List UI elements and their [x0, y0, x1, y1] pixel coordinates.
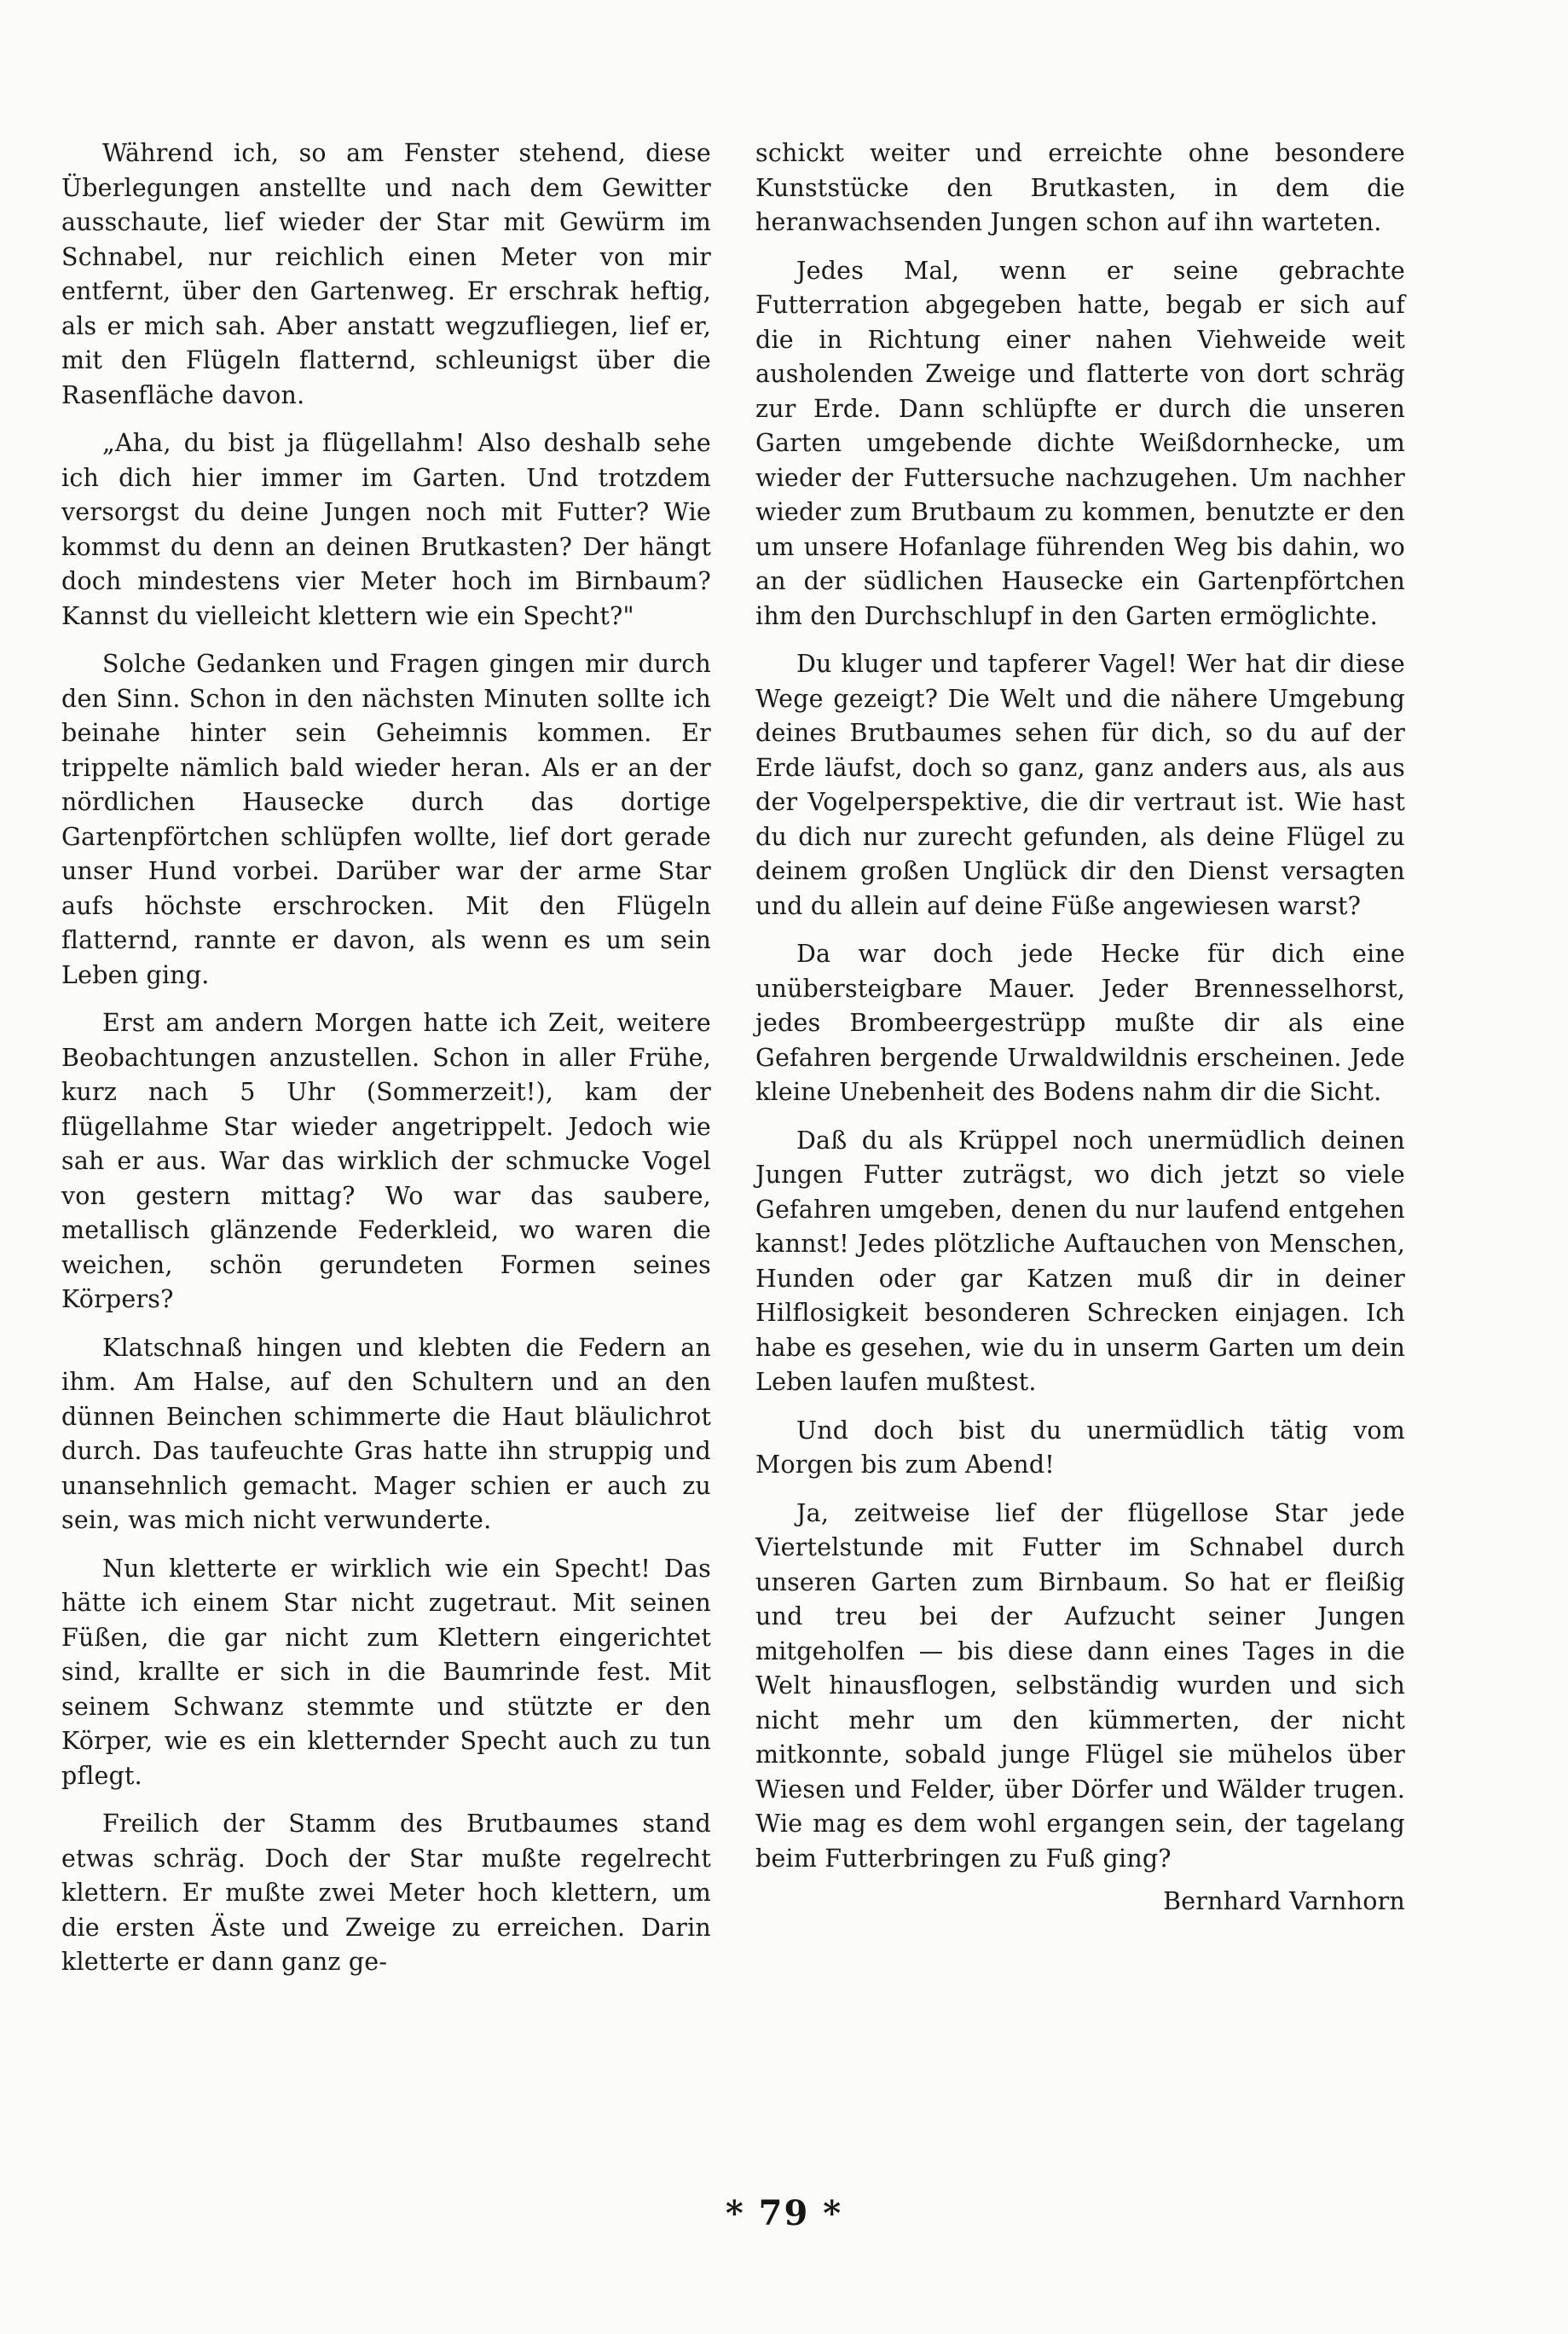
author-signature: Bernhard Varnhorn: [1163, 1887, 1405, 1915]
paragraph: Daß du als Krüppel noch unermüdlich deinen Jungen Futter zuträgst, wo dich jetzt so viele Gefahren umgeben, denen du nur laufend entgehen kannst! Jedes plötzliche Auftauchen von Menschen, Hunden oder gar Katzen muß dir in deiner Hilflosigkeit besonderen Schrecken einjagen. Ich habe es gesehen, wie du in unserm Garten um dein Leben laufen mußtest.: [755, 1126, 1405, 1396]
page-number: * 79 *: [725, 2193, 843, 2233]
left-column: [61, 136, 711, 1994]
paragraph: Freilich der Stamm des Brutbaumes stand etwas schräg. Doch der Star mußte regelrecht klettern. Er mußte zwei Meter hoch klettern, um die ersten Äste und Zweige zu erreichen. Darin kletterte er dann ganz ge-: [61, 1810, 711, 1976]
continuation-paragraph: schickt weiter und erreichte ohne besondere Kunststücke den Brutkasten, in dem die heranwachsenden Jungen schon auf ihn warteten.: [755, 139, 1405, 236]
paragraph: Ja, zeitweise lief der flügellose Star jede Viertelstunde mit Futter im Schnabel durch unseren Garten zum Birnbaum. So hat er fleißig und treu bei der Aufzucht seiner Jungen mitgeholfen — bis diese dann eines Tages in die Welt hinausflogen, selbständig wurden und sich nicht mehr um den kümmerten, der nicht mitkonnte, sobald junge Flügel sie mühelos über Wiesen und Felder, über Dörfer und Wälder trugen. Wie mag es dem wohl ergangen sein, der tagelang beim Futterbringen zu Fuß ging?: [755, 1498, 1405, 1873]
paragraph: Nun kletterte er wirklich wie ein Specht! Das hätte ich einem Star nicht zugetraut. Mit seinen Füßen, die gar nicht zum Klettern eingerichtet sind, krallte er sich in die Baumrinde fest. Mit seinem Schwanz stemmte und stützte er den Körper, wie es ein kletternder Specht auch zu tun pflegt.: [61, 1554, 711, 1790]
paragraph: Während ich, so am Fenster stehend, diese Überlegungen anstellte und nach dem Gewitter ausschaute, lief wieder der Star mit Gewürm im Schnabel, nur reichlich einen Meter von mir entfernt, über den Gartenweg. Er erschrak heftig, als er mich sah. Aber anstatt wegzufliegen, lief er, mit den Flügeln flatternd, schleunigst über die Rasenfläche davon.: [61, 139, 711, 409]
right-column: [755, 136, 1405, 1933]
paragraph: Du kluger und tapferer Vagel! Wer hat dir diese Wege gezeigt? Die Welt und die nähere Umgebung deines Brutbaumes sehen für dich, so du auf der Erde läufst, doch so ganz, ganz anders aus, als aus der Vogelperspektive, die dir vertraut ist. Wie hast du dich nur zurecht gefunden, als deine Flügel zu deinem großen Unglück dir den Dienst versagten und du allein auf deine Füße angewiesen warst?: [755, 650, 1405, 920]
paragraph: Erst am andern Morgen hatte ich Zeit, weitere Beobachtungen anzustellen. Schon in aller Frühe, kurz nach 5 Uhr (Sommerzeit!), kam der flügellahme Star wieder angetrippelt. Jedoch wie sah er aus. War das wirklich der schmucke Vogel von gestern mittag? Wo war das saubere, metallisch glänzende Federkleid, wo waren die weichen, schön gerundeten Formen seines Körpers?: [61, 1009, 711, 1313]
paragraph: Jedes Mal, wenn er seine gebrachte Futterration abgegeben hatte, begab er sich auf die in Richtung einer nahen Viehweide weit ausholenden Zweige und flatterte von dort schräg zur Erde. Dann schlüpfte er durch die unseren Garten umgebende dichte Weißdornhecke, um wieder der Futtersuche nachzugehen. Um nachher wieder zum Brutbaum zu kommen, benutzte er den um unsere Hofanlage führenden Weg bis dahin, wo an der südlichen Hausecke ein Gartenpförtchen ihm den Durchschlupf in den Garten ermöglichte.: [755, 256, 1405, 630]
paragraph: Da war doch jede Hecke für dich eine unübersteigbare Mauer. Jeder Brennesselhorst, jedes Brombeergestrüpp mußte dir als eine Gefahren bergende Urwaldwildnis erscheinen. Jede kleine Unebenheit des Bodens nahm dir die Sicht.: [755, 940, 1405, 1106]
paragraph: Solche Gedanken und Fragen gingen mir durch den Sinn. Schon in den nächsten Minuten sollte ich beinahe hinter sein Geheimnis kommen. Er trippelte nämlich bald wieder heran. Als er an der nördlichen Hausecke durch das dortige Gartenpförtchen schlüpfen wollte, lief dort gerade unser Hund vorbei. Darüber war der arme Star aufs höchste erschrocken. Mit den Flügeln flatternd, rannte er davon, als wenn es um sein Leben ging.: [61, 650, 711, 989]
paragraph: Klatschnaß hingen und klebten die Federn an ihm. Am Halse, auf den Schultern und an den dünnen Beinchen schimmerte die Haut bläulichrot durch. Das taufeuchte Gras hatte ihn struppig und unansehnlich gemacht. Mager schien er auch zu sein, was mich nicht verwunderte.: [61, 1333, 711, 1534]
paragraph: Und doch bist du unermüdlich tätig vom Morgen bis zum Abend!: [755, 1416, 1405, 1479]
paragraph: „Aha, du bist ja flügellahm! Also deshalb sehe ich dich hier immer im Garten. Und trotzdem versorgst du deine Jungen noch mit Futter? Wie kommst du denn an deinen Brutkasten? Der hängt doch mindestens vier Meter hoch im Birnbaum? Kannst du vielleicht klettern wie ein Specht?": [61, 429, 711, 630]
